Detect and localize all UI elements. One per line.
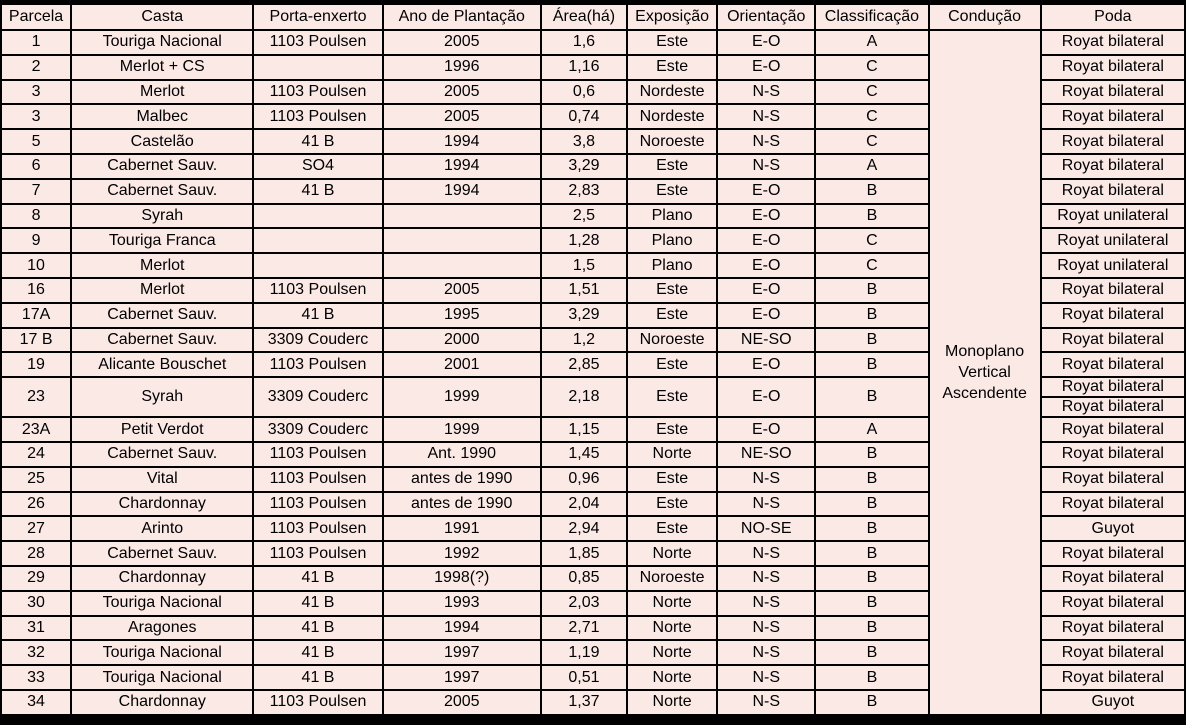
cell-parcela: 30 [2, 592, 70, 615]
cell-orientacao: N-S [718, 542, 814, 565]
cell-parcela: 10 [2, 254, 70, 277]
cell-porta: 41 B [254, 130, 381, 153]
cell-poda: Royat bilateral [1042, 641, 1184, 664]
cell-casta: Vital [72, 468, 252, 491]
cell-parcela: 26 [2, 493, 70, 516]
cell-parcela: 3 [2, 81, 70, 104]
cell-ano: antes de 1990 [384, 468, 540, 491]
cell-casta: Touriga Franca [72, 229, 252, 252]
cell-poda: Guyot [1042, 691, 1184, 714]
cell-casta: Arinto [72, 517, 252, 540]
cell-porta [254, 254, 381, 277]
cell-parcela: 16 [2, 279, 70, 302]
cell-parcela: 3 [2, 105, 70, 128]
cell-classificacao: B [816, 666, 927, 689]
cell-orientacao: N-S [718, 617, 814, 640]
cell-exposicao: Este [628, 56, 716, 79]
cell-poda: Royat bilateral [1042, 180, 1184, 203]
cell-classificacao: B [816, 378, 927, 416]
cell-area: 1,28 [542, 229, 626, 252]
cell-classificacao: C [816, 105, 927, 128]
cell-ano: 2005 [384, 691, 540, 714]
cell-exposicao: Plano [628, 254, 716, 277]
cell-parcela: 7 [2, 180, 70, 203]
cell-poda: Royat bilateral [1042, 155, 1184, 178]
cell-ano: 1991 [384, 517, 540, 540]
cell-conducao [930, 31, 1040, 714]
cell-casta: Cabernet Sauv. [72, 304, 252, 327]
cell-area: 1,6 [542, 31, 626, 54]
cell-porta [254, 229, 381, 252]
cell-casta: Touriga Nacional [72, 31, 252, 54]
cell-casta: Petit Verdot [72, 418, 252, 441]
cell-parcela: 23 [2, 378, 70, 416]
cell-porta: 1103 Poulsen [254, 468, 381, 491]
cell-poda: Royat bilateral [1042, 130, 1184, 153]
cell-parcela: 8 [2, 205, 70, 228]
cell-classificacao: B [816, 443, 927, 466]
cell-casta: Touriga Nacional [72, 592, 252, 615]
cell-area: 1,5 [542, 254, 626, 277]
cell-parcela: 29 [2, 567, 70, 590]
cell-classificacao: C [816, 130, 927, 153]
cell-parcela: 1 [2, 31, 70, 54]
cell-area: 0,96 [542, 468, 626, 491]
cell-classificacao: C [816, 81, 927, 104]
vineyard-table-frame [0, 3, 1186, 714]
cell-poda: Royat bilateral [1042, 329, 1184, 352]
cell-classificacao: B [816, 329, 927, 352]
cell-porta: SO4 [254, 155, 381, 178]
cell-porta: 41 B [254, 567, 381, 590]
cell-porta: 41 B [254, 617, 381, 640]
cell-parcela: 25 [2, 468, 70, 491]
cell-poda: Royat bilateral [1042, 666, 1184, 689]
conducao-line: Ascendente [942, 384, 1027, 402]
cell-casta: Merlot [72, 254, 252, 277]
cell-casta: Syrah [72, 378, 252, 416]
cell-area: 1,2 [542, 329, 626, 352]
header-poda: Poda [1042, 5, 1184, 29]
cell-porta: 41 B [254, 666, 381, 689]
cell-parcela: 31 [2, 617, 70, 640]
cell-ano: 2005 [384, 31, 540, 54]
cell-poda: Royat bilateral [1042, 493, 1184, 516]
cell-area: 1,45 [542, 443, 626, 466]
cell-classificacao: B [816, 542, 927, 565]
cell-orientacao: NO-SE [718, 517, 814, 540]
cell-casta: Merlot [72, 279, 252, 302]
cell-parcela: 27 [2, 517, 70, 540]
header-row [2, 5, 1184, 29]
cell-area: 1,16 [542, 56, 626, 79]
cell-parcela: 17 B [2, 329, 70, 352]
cell-area: 1,19 [542, 641, 626, 664]
cell-orientacao: N-S [718, 81, 814, 104]
header-exposicao: Exposição [628, 5, 716, 29]
cell-poda: Royat bilateral [1042, 56, 1184, 79]
cell-ano [384, 254, 540, 277]
cell-poda: Royat bilateral [1042, 105, 1184, 128]
cell-exposicao: Norte [628, 617, 716, 640]
cell-ano: 1997 [384, 666, 540, 689]
cell-parcela: 33 [2, 666, 70, 689]
cell-poda: Royat bilateral [1042, 353, 1184, 376]
cell-orientacao: E-O [718, 229, 814, 252]
cell-orientacao: N-S [718, 493, 814, 516]
cell-classificacao: B [816, 641, 927, 664]
cell-porta: 1103 Poulsen [254, 279, 381, 302]
cell-area: 2,83 [542, 180, 626, 203]
cell-porta: 3309 Couderc [254, 378, 381, 416]
header-casta: Casta [72, 5, 252, 29]
cell-parcela: 9 [2, 229, 70, 252]
cell-orientacao: E-O [718, 180, 814, 203]
cell-classificacao: B [816, 617, 927, 640]
cell-orientacao: E-O [718, 205, 814, 228]
cell-casta: Cabernet Sauv. [72, 542, 252, 565]
cell-exposicao: Este [628, 493, 716, 516]
cell-area: 0,6 [542, 81, 626, 104]
cell-orientacao: E-O [718, 31, 814, 54]
cell-parcela: 24 [2, 443, 70, 466]
cell-ano: Ant. 1990 [384, 443, 540, 466]
cell-exposicao: Nordeste [628, 81, 716, 104]
cell-poda: Guyot [1042, 517, 1184, 540]
cell-orientacao: E-O [718, 56, 814, 79]
header-porta-enxerto: Porta-enxerto [254, 5, 381, 29]
cell-poda: Royat bilateral [1042, 567, 1184, 590]
cell-exposicao: Plano [628, 205, 716, 228]
cell-orientacao: N-S [718, 468, 814, 491]
cell-parcela: 34 [2, 691, 70, 714]
cell-ano: 1994 [384, 155, 540, 178]
cell-porta: 41 B [254, 592, 381, 615]
cell-exposicao: Noroeste [628, 130, 716, 153]
cell-casta: Malbec [72, 105, 252, 128]
cell-ano: 2000 [384, 329, 540, 352]
cell-casta: Cabernet Sauv. [72, 329, 252, 352]
cell-orientacao: N-S [718, 691, 814, 714]
cell-ano [384, 205, 540, 228]
cell-orientacao: E-O [718, 418, 814, 441]
cell-classificacao: B [816, 493, 927, 516]
cell-area: 0,85 [542, 567, 626, 590]
cell-poda: Royat bilateral [1042, 418, 1184, 441]
cell-exposicao: Este [628, 279, 716, 302]
poda-value: Royat bilateral [1042, 396, 1184, 416]
cell-casta: Syrah [72, 205, 252, 228]
cell-ano: 1999 [384, 378, 540, 416]
cell-area: 3,29 [542, 304, 626, 327]
header-ano-plantacao: Ano de Plantação [384, 5, 540, 29]
cell-porta: 1103 Poulsen [254, 691, 381, 714]
header-classificacao: Classificação [816, 5, 927, 29]
cell-orientacao: E-O [718, 378, 814, 416]
cell-exposicao: Este [628, 180, 716, 203]
cell-area: 1,85 [542, 542, 626, 565]
cell-area: 0,74 [542, 105, 626, 128]
cell-porta: 1103 Poulsen [254, 493, 381, 516]
cell-ano: 2005 [384, 279, 540, 302]
cell-classificacao: B [816, 691, 927, 714]
cell-casta: Cabernet Sauv. [72, 155, 252, 178]
cell-ano: 1992 [384, 542, 540, 565]
cell-casta: Chardonnay [72, 493, 252, 516]
cell-parcela: 23A [2, 418, 70, 441]
cell-area: 2,03 [542, 592, 626, 615]
cell-classificacao: B [816, 567, 927, 590]
cell-area: 3,8 [542, 130, 626, 153]
cell-area: 1,51 [542, 279, 626, 302]
cell-area: 0,51 [542, 666, 626, 689]
cell-ano: 2005 [384, 81, 540, 104]
cell-poda: Royat bilateral [1042, 592, 1184, 615]
cell-classificacao: A [816, 418, 927, 441]
cell-exposicao: Norte [628, 641, 716, 664]
cell-casta: Touriga Nacional [72, 641, 252, 664]
cell-area: 2,18 [542, 378, 626, 416]
cell-exposicao: Noroeste [628, 329, 716, 352]
cell-poda: Royat bilateral [1042, 31, 1184, 54]
cell-poda: Royat bilateral [1042, 617, 1184, 640]
cell-orientacao: N-S [718, 666, 814, 689]
cell-exposicao: Norte [628, 666, 716, 689]
cell-porta: 1103 Poulsen [254, 81, 381, 104]
cell-parcela: 5 [2, 130, 70, 153]
cell-classificacao: B [816, 517, 927, 540]
cell-area: 2,94 [542, 517, 626, 540]
cell-ano: 1994 [384, 130, 540, 153]
cell-orientacao: E-O [718, 254, 814, 277]
table-body [2, 31, 1184, 714]
cell-poda [1042, 378, 1184, 416]
cell-poda: Royat unilateral [1042, 229, 1184, 252]
cell-poda: Royat unilateral [1042, 205, 1184, 228]
cell-classificacao: B [816, 468, 927, 491]
cell-classificacao: B [816, 180, 927, 203]
cell-exposicao: Este [628, 468, 716, 491]
cell-area: 3,29 [542, 155, 626, 178]
cell-poda: Royat bilateral [1042, 81, 1184, 104]
cell-exposicao: Este [628, 155, 716, 178]
cell-classificacao: A [816, 31, 927, 54]
cell-exposicao: Norte [628, 592, 716, 615]
cell-orientacao: N-S [718, 641, 814, 664]
cell-casta: Touriga Nacional [72, 666, 252, 689]
cell-casta: Castelão [72, 130, 252, 153]
cell-orientacao: E-O [718, 304, 814, 327]
header-area: Área(há) [542, 5, 626, 29]
cell-porta [254, 205, 381, 228]
cell-orientacao: N-S [718, 155, 814, 178]
cell-casta: Chardonnay [72, 691, 252, 714]
cell-classificacao: B [816, 205, 927, 228]
cell-poda: Royat unilateral [1042, 254, 1184, 277]
cell-ano: 1997 [384, 641, 540, 664]
cell-ano: 1999 [384, 418, 540, 441]
cell-parcela: 32 [2, 641, 70, 664]
cell-porta: 1103 Poulsen [254, 517, 381, 540]
cell-porta: 3309 Couderc [254, 418, 381, 441]
cell-classificacao: B [816, 592, 927, 615]
cell-exposicao: Este [628, 517, 716, 540]
conducao-line: Monoplano [945, 342, 1025, 360]
cell-area: 2,04 [542, 493, 626, 516]
header-parcela: Parcela [2, 5, 70, 29]
cell-classificacao: B [816, 279, 927, 302]
cell-poda: Royat bilateral [1042, 304, 1184, 327]
cell-porta: 1103 Poulsen [254, 31, 381, 54]
cell-casta: Merlot [72, 81, 252, 104]
cell-exposicao: Este [628, 353, 716, 376]
cell-porta: 1103 Poulsen [254, 542, 381, 565]
cell-ano: 1996 [384, 56, 540, 79]
cell-ano: 1993 [384, 592, 540, 615]
cell-ano: 1994 [384, 180, 540, 203]
cell-ano: 2001 [384, 353, 540, 376]
cell-classificacao: B [816, 353, 927, 376]
cell-classificacao: C [816, 229, 927, 252]
cell-poda: Royat bilateral [1042, 468, 1184, 491]
cell-classificacao: C [816, 254, 927, 277]
cell-orientacao: NE-SO [718, 443, 814, 466]
table-row [2, 31, 1184, 54]
cell-casta: Chardonnay [72, 567, 252, 590]
cell-parcela: 17A [2, 304, 70, 327]
cell-orientacao: N-S [718, 592, 814, 615]
cell-casta: Cabernet Sauv. [72, 180, 252, 203]
cell-poda: Royat bilateral [1042, 279, 1184, 302]
cell-exposicao: Este [628, 304, 716, 327]
cell-ano [384, 229, 540, 252]
cell-orientacao: E-O [718, 353, 814, 376]
cell-porta [254, 56, 381, 79]
cell-ano: 1995 [384, 304, 540, 327]
cell-exposicao: Norte [628, 542, 716, 565]
cell-area: 2,71 [542, 617, 626, 640]
cell-exposicao: Plano [628, 229, 716, 252]
cell-poda: Royat bilateral [1042, 542, 1184, 565]
cell-exposicao: Este [628, 31, 716, 54]
cell-orientacao: N-S [718, 105, 814, 128]
cell-ano: 1998(?) [384, 567, 540, 590]
cell-parcela: 19 [2, 353, 70, 376]
cell-ano: 2005 [384, 105, 540, 128]
cell-parcela: 2 [2, 56, 70, 79]
cell-orientacao: E-O [718, 279, 814, 302]
cell-orientacao: N-S [718, 130, 814, 153]
cell-porta: 41 B [254, 180, 381, 203]
poda-value: Royat bilateral [1061, 378, 1164, 396]
cell-exposicao: Norte [628, 691, 716, 714]
cell-ano: antes de 1990 [384, 493, 540, 516]
cell-porta: 3309 Couderc [254, 329, 381, 352]
cell-ano: 1994 [384, 617, 540, 640]
conducao-line: Vertical [958, 363, 1011, 381]
cell-exposicao: Noroeste [628, 567, 716, 590]
cell-porta: 1103 Poulsen [254, 443, 381, 466]
cell-exposicao: Norte [628, 443, 716, 466]
cell-exposicao: Este [628, 378, 716, 416]
cell-porta: 1103 Poulsen [254, 353, 381, 376]
cell-casta: Alicante Bouschet [72, 353, 252, 376]
cell-poda: Royat bilateral [1042, 443, 1184, 466]
cell-parcela: 6 [2, 155, 70, 178]
cell-area: 2,85 [542, 353, 626, 376]
cell-classificacao: B [816, 304, 927, 327]
cell-porta: 41 B [254, 304, 381, 327]
cell-casta: Merlot + CS [72, 56, 252, 79]
cell-orientacao: NE-SO [718, 329, 814, 352]
cell-classificacao: A [816, 155, 927, 178]
cell-area: 1,15 [542, 418, 626, 441]
cell-orientacao: N-S [718, 567, 814, 590]
cell-porta: 1103 Poulsen [254, 105, 381, 128]
cell-exposicao: Nordeste [628, 105, 716, 128]
cell-exposicao: Este [628, 418, 716, 441]
vineyard-parcels-table [0, 3, 1186, 716]
cell-porta: 41 B [254, 641, 381, 664]
cell-area: 1,37 [542, 691, 626, 714]
header-conducao: Condução [930, 5, 1040, 29]
cell-classificacao: C [816, 56, 927, 79]
cell-parcela: 28 [2, 542, 70, 565]
cell-casta: Cabernet Sauv. [72, 443, 252, 466]
cell-casta: Aragones [72, 617, 252, 640]
header-orientacao: Orientação [718, 5, 814, 29]
cell-area: 2,5 [542, 205, 626, 228]
